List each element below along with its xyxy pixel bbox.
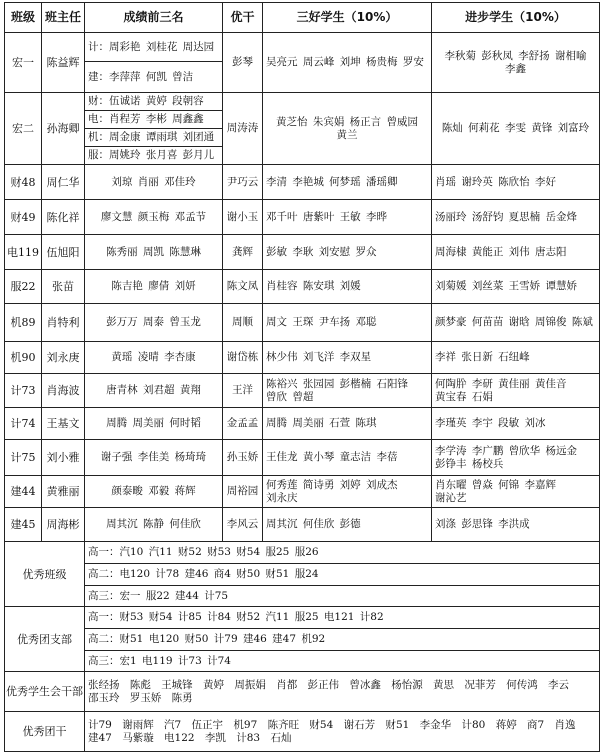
award-line: 高二：财51 电120 财50 计79 建46 建47 机92 bbox=[85, 629, 599, 650]
teacher-cell: 王基文 bbox=[42, 408, 84, 439]
award-names: 计79 谢雨辉 汽7 伍正宇 机97 陈齐旺 财54 谢石芳 财51 李金华 计80 蒋婷 商7 肖逸 建47 马紫璇 电122 李凯 计83 石灿 bbox=[85, 712, 599, 751]
cadre-cell: 孙玉娇 bbox=[223, 440, 262, 475]
merit-students-cell: 肖桂容 陈安琪 刘媛 bbox=[263, 270, 431, 303]
merit-students-cell: 周其沉 何佳欣 彭德 bbox=[263, 508, 431, 541]
header-merit: 三好学生（10%） bbox=[263, 3, 431, 32]
merit-students-cell: 吴亮元 周云峰 刘坤 杨贵梅 罗安 bbox=[263, 33, 431, 92]
class-cell: 计75 bbox=[5, 440, 41, 475]
cadre-cell: 周裕园 bbox=[223, 476, 262, 507]
class-cell: 建45 bbox=[5, 508, 41, 541]
top3-cell: 陈秀丽 周凯 陈慧琳 bbox=[85, 235, 222, 269]
honor-roll-table bbox=[4, 2, 600, 752]
merit-students-cell: 林少伟 刘飞洋 李双星 bbox=[263, 342, 431, 373]
top3-cell: 周其沉 陈静 何佳欣 bbox=[85, 508, 222, 541]
header-progress: 进步学生（10%） bbox=[432, 3, 599, 32]
cadre-cell: 周涛涛 bbox=[223, 93, 262, 164]
award-line: 高二：电120 计78 建46 商4 财50 财51 服24 bbox=[85, 564, 599, 585]
teacher-cell: 张苗 bbox=[42, 270, 84, 303]
award-line: 高三：宏1 电119 计73 计74 bbox=[85, 651, 599, 671]
header-teacher: 班主任 bbox=[42, 3, 84, 32]
progress-students-cell: 周海棣 黄能正 刘伟 唐志阳 bbox=[432, 235, 599, 269]
cadre-cell: 彭琴 bbox=[223, 33, 262, 92]
teacher-cell: 陈化祥 bbox=[42, 200, 84, 234]
top3-subcell: 服：周姚玲 张月喜 彭月儿 bbox=[85, 147, 222, 164]
merit-students-cell: 彭敏 李耿 刘安慰 罗众 bbox=[263, 235, 431, 269]
award-line: 高三：宏一 服22 建44 计75 bbox=[85, 586, 599, 606]
teacher-cell: 肖海波 bbox=[42, 374, 84, 407]
teacher-cell: 肖特利 bbox=[42, 304, 84, 341]
merit-students-cell: 王佳龙 黄小琴 童志洁 李蓓 bbox=[263, 440, 431, 475]
top3-cell: 黄瑶 凌晴 李杏康 bbox=[85, 342, 222, 373]
top3-cell: 谢子强 李佳美 杨琦琦 bbox=[85, 440, 222, 475]
merit-students-cell: 周腾 周美丽 石萱 陈琪 bbox=[263, 408, 431, 439]
merit-students-cell: 黄芝怡 朱宾娟 杨正言 曾威园 黄兰 bbox=[263, 93, 431, 164]
merit-students-cell: 周文 王琛 尹车扬 邓聪 bbox=[263, 304, 431, 341]
award-label: 优秀班级 bbox=[5, 542, 84, 606]
progress-students-cell: 汤丽玲 汤舒钧 夏思楠 岳金烽 bbox=[432, 200, 599, 234]
cadre-cell: 王洋 bbox=[223, 374, 262, 407]
top3-cell: 廖文慧 颜玉梅 邓孟节 bbox=[85, 200, 222, 234]
award-label: 优秀学生会干部 bbox=[5, 672, 84, 711]
top3-subcell: 机：周金康 谭雨琪 刘团通 bbox=[85, 129, 222, 146]
progress-students-cell: 李秋菊 彭秋凤 李舒扬 谢相喻 李鑫 bbox=[432, 33, 599, 92]
cadre-cell: 李风云 bbox=[223, 508, 262, 541]
progress-students-cell: 刘菊媛 刘丝菜 王雪娇 谭慧娇 bbox=[432, 270, 599, 303]
teacher-cell: 黄雅丽 bbox=[42, 476, 84, 507]
class-cell: 机90 bbox=[5, 342, 41, 373]
cadre-cell: 谢小玉 bbox=[223, 200, 262, 234]
top3-cell: 唐青林 刘君超 黄翔 bbox=[85, 374, 222, 407]
teacher-cell: 周仁华 bbox=[42, 165, 84, 199]
top3-cell: 颜泰畯 邓毅 蒋辉 bbox=[85, 476, 222, 507]
cadre-cell: 谢岱栋 bbox=[223, 342, 262, 373]
top3-cell: 陈吉艳 廖倩 刘妍 bbox=[85, 270, 222, 303]
cadre-cell: 金孟孟 bbox=[223, 408, 262, 439]
top3-cell: 彭万万 周泰 曾玉龙 bbox=[85, 304, 222, 341]
award-label: 优秀团干 bbox=[5, 712, 84, 751]
class-cell: 电119 bbox=[5, 235, 41, 269]
award-label: 优秀团支部 bbox=[5, 607, 84, 671]
class-cell: 计73 bbox=[5, 374, 41, 407]
teacher-cell: 刘永庚 bbox=[42, 342, 84, 373]
progress-students-cell: 刘涤 彭思锋 李洪成 bbox=[432, 508, 599, 541]
class-cell: 计74 bbox=[5, 408, 41, 439]
class-cell: 宏二 bbox=[5, 93, 41, 164]
teacher-cell: 陈益辉 bbox=[42, 33, 84, 92]
top3-subcell: 计：周彩艳 刘桂花 周达园 bbox=[85, 33, 222, 61]
cadre-cell: 周顺 bbox=[223, 304, 262, 341]
progress-students-cell: 李学涛 李广鹏 曾欣华 杨远金 彭铮丰 杨校兵 bbox=[432, 440, 599, 475]
top3-subcell: 电：肖程芳 李彬 周鑫鑫 bbox=[85, 111, 222, 128]
merit-students-cell: 李清 李艳城 何梦瑶 潘瑶卿 bbox=[263, 165, 431, 199]
cadre-cell: 龚辉 bbox=[223, 235, 262, 269]
award-names: 张经扬 陈彪 王城锋 黄婷 周振娟 肖都 彭正伟 曾冰鑫 杨怡源 黄思 况菲芳 何传鸿 李云 邵玉玲 罗玉娇 陈勇 bbox=[85, 672, 599, 711]
merit-students-cell: 邓千叶 唐紫叶 王敏 李晔 bbox=[263, 200, 431, 234]
merit-students-cell: 何秀莲 简诗勇 刘婷 刘成杰 刘永庆 bbox=[263, 476, 431, 507]
cadre-cell: 尹巧云 bbox=[223, 165, 262, 199]
teacher-cell: 周海彬 bbox=[42, 508, 84, 541]
class-cell: 宏一 bbox=[5, 33, 41, 92]
top3-subcell: 财：伍诚诺 黄婷 段朝容 bbox=[85, 93, 222, 110]
progress-students-cell: 肖东曜 曾焱 何锦 李嘉辉 谢沁艺 bbox=[432, 476, 599, 507]
merit-students-cell: 陈裕兴 张园园 彭楷楠 石阳锋 曾欣 曾超 bbox=[263, 374, 431, 407]
header-class: 班级 bbox=[5, 3, 41, 32]
teacher-cell: 伍旭阳 bbox=[42, 235, 84, 269]
cadre-cell: 陈文凤 bbox=[223, 270, 262, 303]
class-cell: 财49 bbox=[5, 200, 41, 234]
top3-cell: 刘琼 肖丽 邓佳玲 bbox=[85, 165, 222, 199]
class-cell: 机89 bbox=[5, 304, 41, 341]
progress-students-cell: 肖瑶 谢玲英 陈欣怡 李好 bbox=[432, 165, 599, 199]
class-cell: 建44 bbox=[5, 476, 41, 507]
progress-students-cell: 李瑾英 李宇 段敏 刘冰 bbox=[432, 408, 599, 439]
class-cell: 财48 bbox=[5, 165, 41, 199]
top3-cell: 周腾 周美丽 何时韬 bbox=[85, 408, 222, 439]
header-cadre: 优干 bbox=[223, 3, 262, 32]
progress-students-cell: 何陶肸 李研 黄佳丽 黄佳音 黄宝春 石娟 bbox=[432, 374, 599, 407]
teacher-cell: 孙海卿 bbox=[42, 93, 84, 164]
progress-students-cell: 颜梦豪 何苗苗 谢晗 周锦俊 陈斌 bbox=[432, 304, 599, 341]
progress-students-cell: 李祥 张日新 石纽峰 bbox=[432, 342, 599, 373]
progress-students-cell: 陈灿 何莉花 李雯 黄锋 刘富玲 bbox=[432, 93, 599, 164]
class-cell: 服22 bbox=[5, 270, 41, 303]
top3-subcell: 建：李萍萍 何凯 曾洁 bbox=[85, 62, 222, 92]
header-top3: 成绩前三名 bbox=[85, 3, 222, 32]
award-line: 高一：财53 财54 计85 计84 财52 汽11 服25 电121 计82 bbox=[85, 607, 599, 628]
award-line: 高一：汽10 汽11 财52 财53 财54 服25 服26 bbox=[85, 542, 599, 563]
teacher-cell: 刘小雅 bbox=[42, 440, 84, 475]
